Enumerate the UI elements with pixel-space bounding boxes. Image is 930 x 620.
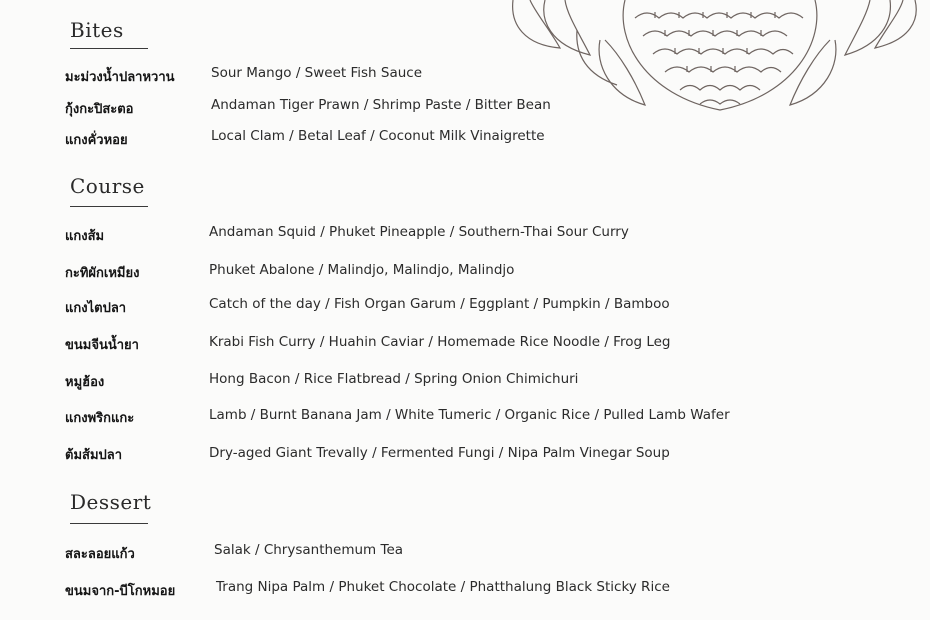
dish-thai-name: แกงส้ม xyxy=(65,229,105,244)
dish-thai-name: ขนมจีนน้ำยา xyxy=(65,338,139,353)
dish-thai-name: มะม่วงน้ำปลาหวาน xyxy=(65,70,175,85)
section-divider xyxy=(70,523,148,524)
dish-description: Lamb / Burnt Banana Jam / White Tumeric / Organic Rice / Pulled Lamb Wafer xyxy=(209,407,730,423)
dish-description: Hong Bacon / Rice Flatbread / Spring Onion Chimichuri xyxy=(209,371,579,387)
dish-thai-name: กะทิผักเหมียง xyxy=(65,266,140,281)
dish-description: Dry-aged Giant Trevally / Fermented Fungi / Nipa Palm Vinegar Soup xyxy=(209,445,670,461)
dish-description: Andaman Tiger Prawn / Shrimp Paste / Bitter Bean xyxy=(211,97,551,113)
dish-thai-name: แกงคั่วหอย xyxy=(65,133,128,148)
dish-description: Catch of the day / Fish Organ Garum / Eggplant / Pumpkin / Bamboo xyxy=(209,296,670,312)
dish-thai-name: แกงพริกแกะ xyxy=(65,411,135,426)
dish-description: Trang Nipa Palm / Phuket Chocolate / Phatthalung Black Sticky Rice xyxy=(216,579,670,595)
dish-description: Krabi Fish Curry / Huahin Caviar / Homemade Rice Noodle / Frog Leg xyxy=(209,334,671,350)
dish-thai-name: ต้มส้มปลา xyxy=(65,448,123,463)
artichoke-flower-sketch-icon xyxy=(505,0,925,130)
section-divider xyxy=(70,206,148,207)
dish-description: Sour Mango / Sweet Fish Sauce xyxy=(211,65,423,81)
dish-description: Salak / Chrysanthemum Tea xyxy=(214,542,404,558)
dish-description: Andaman Squid / Phuket Pineapple / Southern-Thai Sour Curry xyxy=(209,224,629,240)
section-heading-dessert: Dessert xyxy=(70,490,152,514)
dish-thai-name: ขนมจาก-บีโกหมอย xyxy=(65,584,176,599)
dish-thai-name: แกงไตปลา xyxy=(65,301,127,316)
section-divider xyxy=(70,48,148,49)
section-heading-course: Course xyxy=(70,174,145,198)
dish-thai-name: สละลอยแก้ว xyxy=(65,547,135,562)
section-heading-bites: Bites xyxy=(70,18,124,42)
dish-thai-name: กุ้งกะปิสะตอ xyxy=(65,102,134,117)
dish-thai-name: หมูฮ้อง xyxy=(65,375,105,390)
dish-description: Phuket Abalone / Malindjo, Malindjo, Malindjo xyxy=(209,262,515,278)
dish-description: Local Clam / Betal Leaf / Coconut Milk Vinaigrette xyxy=(211,128,545,144)
